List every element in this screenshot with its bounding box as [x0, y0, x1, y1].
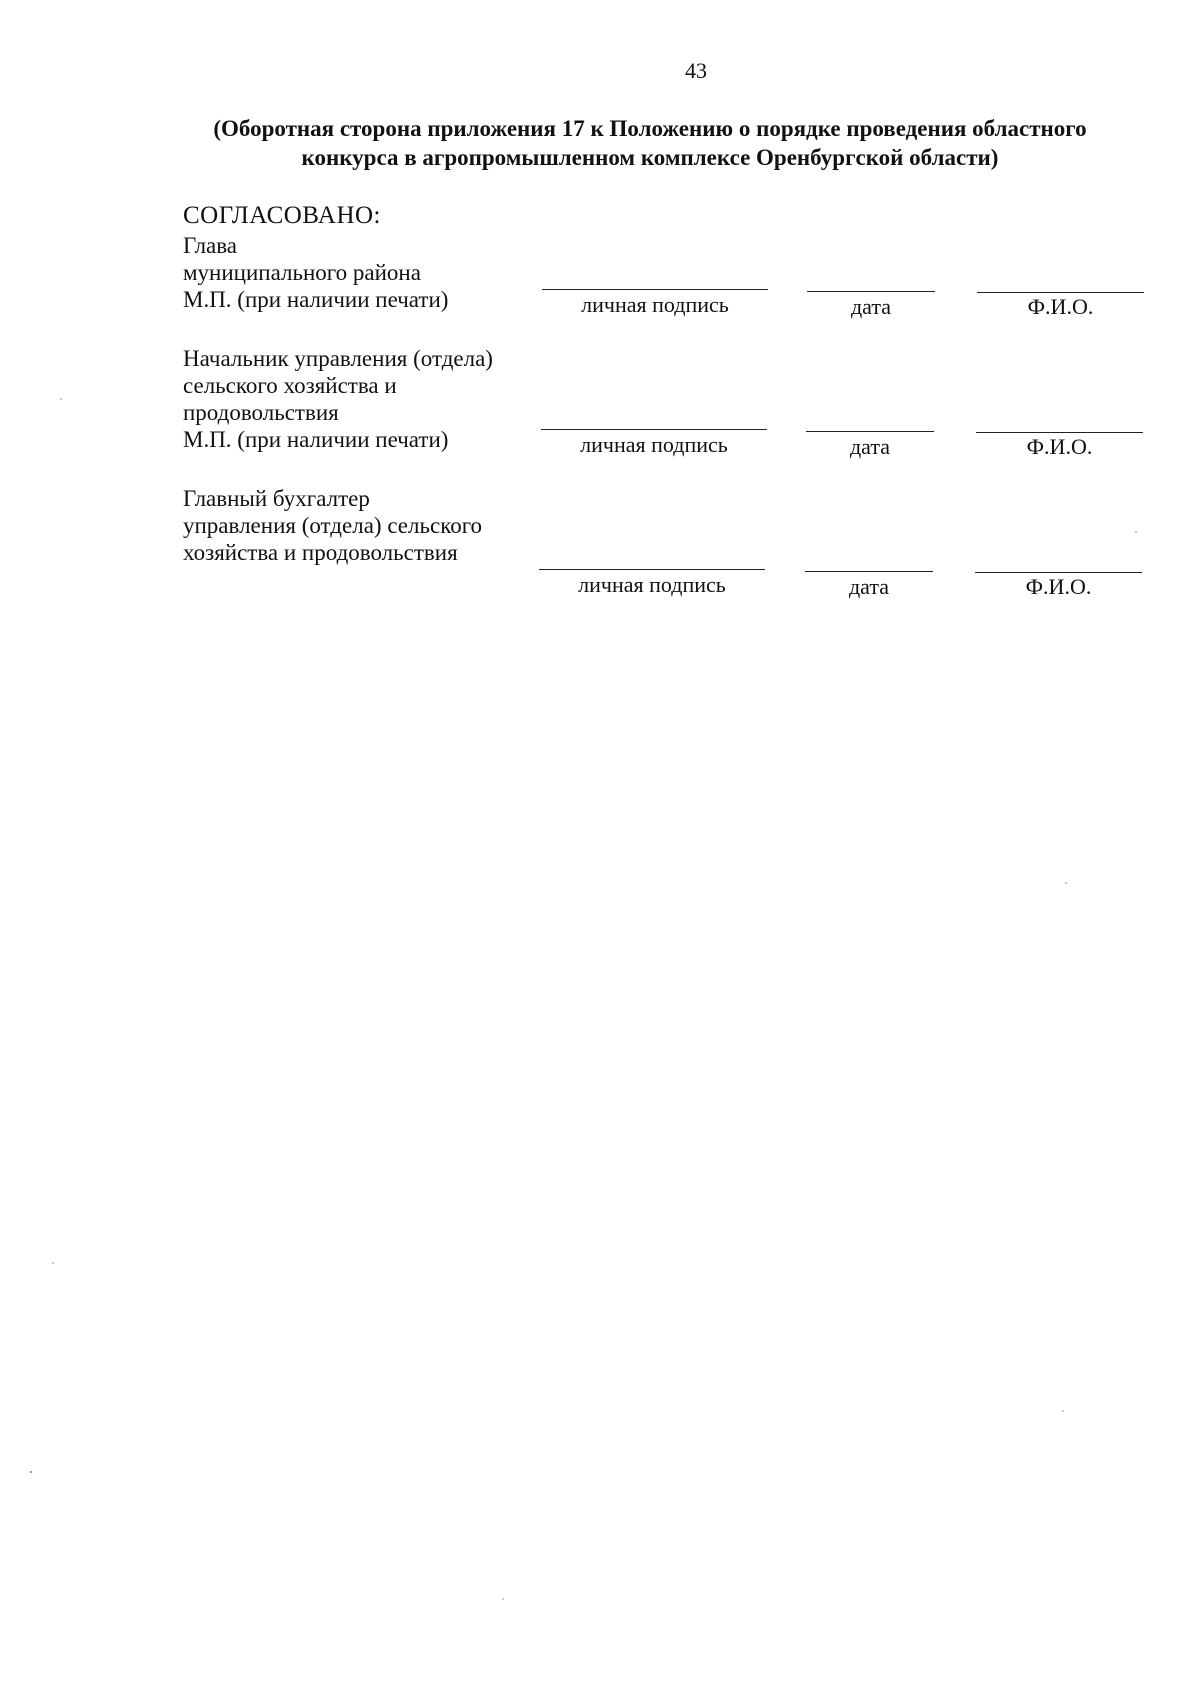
name-caption: Ф.И.О. [1026, 434, 1093, 459]
role-line: продовольствия [183, 400, 339, 425]
scan-speck [502, 1598, 504, 1600]
signature-line [541, 429, 767, 430]
name-line [976, 432, 1143, 433]
role-line: управления (отдела) сельского [183, 513, 483, 538]
name-caption: Ф.И.О. [1025, 574, 1092, 599]
date-caption: дата [849, 434, 891, 459]
date-line [806, 431, 934, 432]
scan-speck [52, 1262, 54, 1264]
scan-speck [1135, 531, 1137, 533]
signature-line [539, 569, 765, 570]
title-line-2: конкурса в агропромышленном комплексе Оренбургской области) [301, 145, 999, 170]
signature-caption: личная подпись [581, 292, 729, 317]
date-line [807, 291, 935, 292]
scan-speck [1062, 1410, 1064, 1412]
signature-caption: личная подпись [578, 572, 726, 597]
date-caption: дата [850, 294, 892, 319]
signature-caption: личная подпись [580, 432, 728, 457]
scan-speck [30, 1471, 32, 1473]
role-line: хозяйства и продовольствия [183, 540, 458, 565]
scan-speck [60, 398, 62, 400]
name-caption: Ф.И.О. [1027, 294, 1094, 319]
role-line: М.П. (при наличии печати) [183, 427, 449, 452]
page-number: 43 [685, 58, 707, 83]
name-line [977, 292, 1144, 293]
role-line: Глава [183, 233, 238, 258]
approved-label: СОГЛАСОВАНО: [183, 202, 382, 229]
role-line: Главный бухгалтер [183, 486, 370, 511]
scan-speck [1065, 882, 1067, 884]
role-line: муниципального района [183, 260, 421, 285]
role-line: сельского хозяйства и [183, 373, 397, 398]
document-title [150, 114, 1150, 172]
signature-line [542, 289, 768, 290]
date-caption: дата [848, 574, 890, 599]
role-line: Начальник управления (отдела) [183, 346, 493, 371]
date-line [805, 571, 933, 572]
title-line-1: (Оборотная сторона приложения 17 к Положению о порядке проведения областного [213, 116, 1087, 141]
name-line [975, 572, 1142, 573]
role-line: М.П. (при наличии печати) [183, 287, 449, 312]
